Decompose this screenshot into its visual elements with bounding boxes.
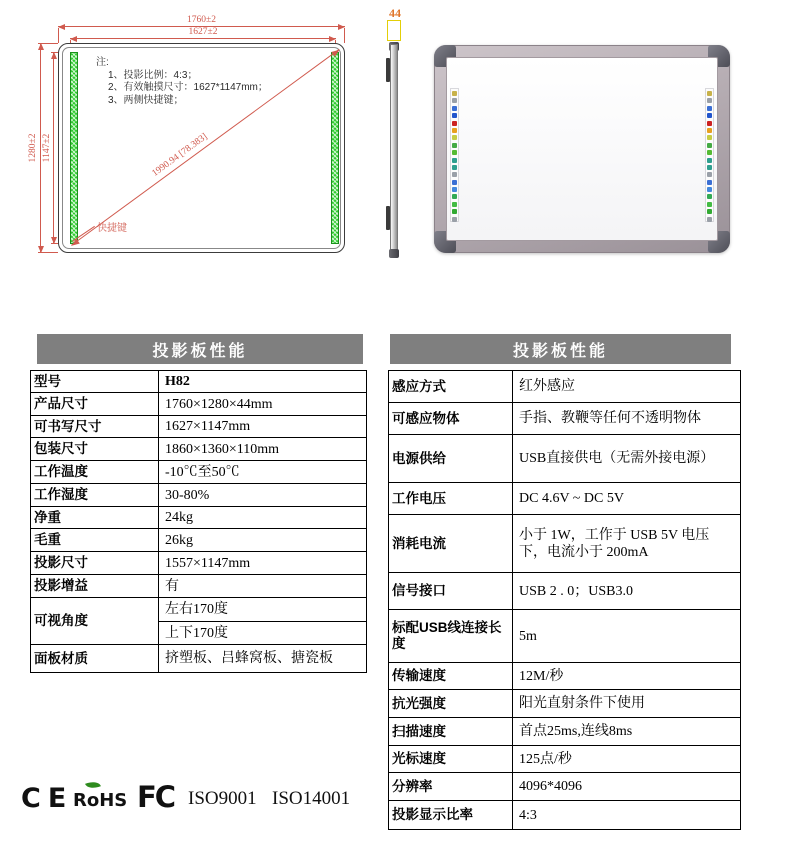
spec-label: 可视角度 <box>31 598 159 645</box>
shortcut-icon <box>452 135 457 140</box>
spec-value: 12M/秒 <box>513 663 741 690</box>
spec-value: 首点25ms,连线8ms <box>513 718 741 746</box>
spec-label: 工作湿度 <box>31 484 159 507</box>
shortcut-icon <box>452 91 457 96</box>
drawing-notes <box>96 57 268 107</box>
shortcut-icon <box>452 217 457 222</box>
spec-label: 可书写尺寸 <box>31 416 159 438</box>
spec-value: 挤塑板、吕蜂窝板、搪瓷板 <box>159 645 367 673</box>
shortcut-icon <box>707 202 712 207</box>
thickness-dimension-box <box>387 20 401 41</box>
shortcut-icon <box>452 180 457 185</box>
shortcut-icon <box>707 158 712 163</box>
shortcut-icon <box>707 187 712 192</box>
shortcut-icon <box>707 128 712 133</box>
product-photo <box>434 45 730 253</box>
dim-line <box>53 52 54 244</box>
side-view-bottom-cap <box>389 249 399 258</box>
spec-value: 手指、教鞭等任何不透明物体 <box>513 403 741 435</box>
dim-width-outer: 1760±2 <box>187 15 216 25</box>
shortcut-icon <box>707 106 712 111</box>
shortcut-icon <box>452 194 457 199</box>
spec-label: 光标速度 <box>389 746 513 773</box>
spec-label: 工作电压 <box>389 483 513 515</box>
spec-label: 投影尺寸 <box>31 552 159 575</box>
spec-value: H82 <box>159 371 367 393</box>
spec-label: 投影增益 <box>31 575 159 598</box>
spec-value: -10℃至50℃ <box>159 461 367 484</box>
dim-height-outer: 1280±2 <box>28 133 38 163</box>
shortcut-icon <box>452 150 457 155</box>
spec-value: DC 4.6V ~ DC 5V <box>513 483 741 515</box>
spec-label: 包装尺寸 <box>31 438 159 461</box>
shortcut-icon <box>707 91 712 96</box>
spec-value: 30-80% <box>159 484 367 507</box>
spec-label: 面板材质 <box>31 645 159 673</box>
shortcut-icon <box>452 113 457 118</box>
spec-value: 有 <box>159 575 367 598</box>
side-view-profile <box>390 44 398 256</box>
spec-value: USB 2 . 0；USB3.0 <box>513 573 741 610</box>
hotkey-strip-left <box>70 52 78 244</box>
spec-table-left <box>30 370 367 673</box>
shortcut-icon <box>707 121 712 126</box>
spec-label: 净重 <box>31 507 159 529</box>
spec-label: 电源供给 <box>389 435 513 483</box>
spec-value: 5m <box>513 610 741 663</box>
spec-value: 26kg <box>159 529 367 552</box>
spec-value: 上下170度 <box>159 622 367 645</box>
shortcut-icon <box>707 150 712 155</box>
shortcut-icon <box>452 165 457 170</box>
shortcut-icon <box>707 165 712 170</box>
spec-value: 小于 1W，工作于 USB 5V 电压下，电流小于 200mA <box>513 515 741 573</box>
iso9001-label: ISO9001 <box>188 788 257 809</box>
spec-label: 型号 <box>31 371 159 393</box>
whiteboard-surface <box>446 57 718 241</box>
note-item: 3、两侧快捷键； <box>108 94 184 106</box>
shortcut-icon <box>707 135 712 140</box>
spec-label: 传输速度 <box>389 663 513 690</box>
spec-value: 左右170度 <box>159 598 367 622</box>
right-table-header: 投影板性能 <box>390 334 731 364</box>
spec-label: 可感应物体 <box>389 403 513 435</box>
spec-value: 125点/秒 <box>513 746 741 773</box>
shortcut-icon <box>707 217 712 222</box>
spec-value: USB直接供电（无需外接电源） <box>513 435 741 483</box>
dim-line <box>40 43 41 253</box>
ce-mark-logo: CE <box>21 783 74 814</box>
spec-value: 24kg <box>159 507 367 529</box>
fcc-logo: FC <box>137 780 175 814</box>
spec-value: 4096*4096 <box>513 773 741 801</box>
shortcut-icon <box>707 194 712 199</box>
shortcut-icon <box>707 113 712 118</box>
spec-label: 投影显示比率 <box>389 801 513 830</box>
shortcut-icon <box>707 143 712 148</box>
spec-value: 1760×1280×44mm <box>159 393 367 416</box>
shortcut-icon-strip-left <box>450 88 459 222</box>
diagonal-dimension-label: 1990.94 [78.383] <box>150 131 210 179</box>
spec-value: 阳光直射条件下使用 <box>513 690 741 718</box>
iso14001-label: ISO14001 <box>272 788 351 809</box>
spec-label: 抗光强度 <box>389 690 513 718</box>
extension-line <box>58 28 59 43</box>
note-item: 1、投影比例：4:3； <box>108 69 198 81</box>
left-table-header: 投影板性能 <box>37 334 363 364</box>
shortcut-icon <box>452 172 457 177</box>
spec-value: 1860×1360×110mm <box>159 438 367 461</box>
shortcut-icon <box>452 128 457 133</box>
hotkey-callout-label: 快捷键 <box>97 223 127 234</box>
shortcut-icon <box>452 187 457 192</box>
shortcut-icon <box>452 202 457 207</box>
shortcut-icon <box>707 98 712 103</box>
dim-width-inner: 1627±2 <box>188 27 218 37</box>
shortcut-icon-strip-right <box>705 88 714 222</box>
spec-label: 工作温度 <box>31 461 159 484</box>
dim-height-inner: 1147±2 <box>42 133 52 163</box>
thickness-dimension-label: 44 <box>389 6 401 20</box>
spec-label: 分辨率 <box>389 773 513 801</box>
shortcut-icon <box>452 121 457 126</box>
shortcut-icon <box>452 209 457 214</box>
rohs-logo: RoHS <box>73 790 127 811</box>
spec-value: 4:3 <box>513 801 741 830</box>
spec-label: 感应方式 <box>389 371 513 403</box>
extension-line <box>344 28 345 43</box>
shortcut-icon <box>452 106 457 111</box>
shortcut-icon <box>452 143 457 148</box>
spec-label: 信号接口 <box>389 573 513 610</box>
spec-value: 红外感应 <box>513 371 741 403</box>
spec-value: 1557×1147mm <box>159 552 367 575</box>
spec-value: 1627×1147mm <box>159 416 367 438</box>
extension-line <box>38 43 58 44</box>
side-view-bracket <box>386 58 390 82</box>
shortcut-icon <box>707 180 712 185</box>
spec-label: 毛重 <box>31 529 159 552</box>
side-view-bracket <box>386 206 390 230</box>
shortcut-icon <box>707 172 712 177</box>
note-item: 2、有效触摸尺寸：1627*1147mm； <box>108 82 268 93</box>
shortcut-icon <box>452 158 457 163</box>
spec-table-right <box>388 370 741 830</box>
spec-label: 标配USB线连接长度 <box>389 610 513 663</box>
spec-label: 消耗电流 <box>389 515 513 573</box>
spec-label: 扫描速度 <box>389 718 513 746</box>
spec-label: 产品尺寸 <box>31 393 159 416</box>
hotkey-strip-right <box>331 52 339 244</box>
shortcut-icon <box>707 209 712 214</box>
notes-title: 注: <box>96 57 109 68</box>
dim-line <box>70 38 336 39</box>
shortcut-icon <box>452 98 457 103</box>
extension-line <box>38 252 58 253</box>
